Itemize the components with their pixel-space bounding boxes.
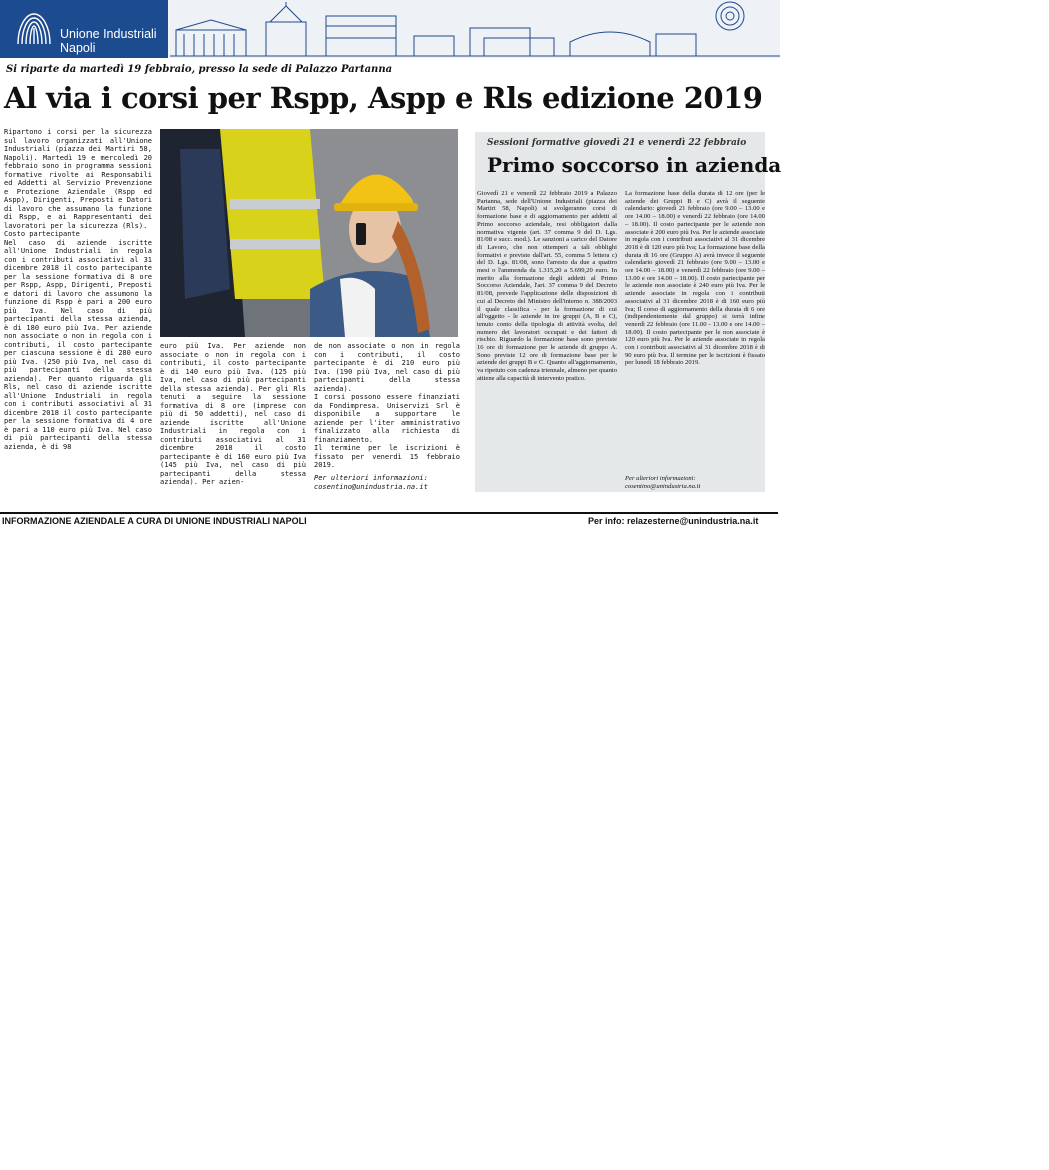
sidebar-kicker: Sessioni formative giovedì 21 e venerdì 22 febbraio bbox=[487, 138, 747, 148]
article-kicker: Si riparte da martedì 19 febbraio, presso la sede di Palazzo Partanna bbox=[6, 64, 393, 75]
organization-name bbox=[60, 27, 157, 55]
article-column-1: Ripartono i corsi per la sicurezza sul lavoro organizzati all'Unione Industriali (piazza dei Martiri 58, Napoli). Martedì 19 e mercoledì 20 febbraio sono in programma sessioni formative rivolte ai Responsabili ed Addetti al Servizio Prevenzione e Protezione Aziendale (Rspp ed Aspp), Dirigenti, Preposti e Datori di lavoro che assumano la funzione di Rspp, e ai Rappresentanti dei lavoratori per la sicurezza (Rls). Costo partecipante Nel caso di aziende iscritte all'Unione Industriali in regola con i contributi associativi al 31 dicembre 2018 il costo partecipante per la sessione formativa di 8 ore per Rspp, Aspp, Dirigenti, Preposti e datori di lavoro che assumono la funzione di Rspp è pari a 200 euro più Iva. Nel caso di più partecipanti della stessa azienda, è di 180 euro più Iva. Per aziende non associate o non in regola con i contributi, il costo partecipante per ciascuna sessione è di 280 euro più Iva. (250 più Iva, nel caso di più partecipanti della stessa azienda). Per quanto riguarda gli Rls, nel caso di aziende iscritte all'Unione Industriali in regola con i contributi associativi al 31 dicembre 2018 il costo partecipante per la sessione formativa di 4 ore è pari a 110 euro più Iva. Nel caso di più partecipanti della stessa azienda, è di 98 bbox=[4, 128, 152, 451]
newspaper-page bbox=[0, 0, 780, 528]
footer-rule bbox=[0, 512, 778, 514]
sidebar-title: Primo soccorso in azienda bbox=[487, 153, 782, 177]
worker-with-hardhat-photo bbox=[160, 129, 458, 337]
naples-skyline-banner bbox=[170, 0, 780, 58]
unione-industriali-logo-icon bbox=[14, 6, 54, 50]
sidebar-contact-info: Per ulteriori informazioni: cosentino@unindustria.na.it bbox=[625, 475, 701, 490]
article-headline: Al via i corsi per Rspp, Aspp e Rls edizione 2019 bbox=[4, 81, 763, 115]
sidebar-box bbox=[475, 132, 782, 492]
org-name-line1: Unione Industriali bbox=[60, 27, 157, 41]
sidebar-column-2: La formazione base della durata di 12 ore (per le aziende dei Gruppi B e C) avrà il seguente calendario: giovedì 21 febbraio (ore 9.00 – 13.00 e ore 14.00 – 18.00) e venerdì 22 febbraio (ore 14.00 – 18.00). Il costo partecipante per le aziende non associate è 200 euro più Iva. Per le aziende associate in regola con i contributi associativi al 31 dicembre 2018 è di 120 euro più Iva; La formazione base della durata di 16 ore (Gruppo A) avrà invece il seguente calendario giovedì 21 febbraio (ore 9.00 – 13.00 e ore 14.00 – 18.00) e venerdì 22 febbraio (ore 9.00 – 13.00 e ore 14.00 – 18.00). Il costo partecipante per le aziende non associate è 240 euro più Iva. Per le aziende associate in regola con i contributi associativi al 31 dicembre 2018 è di 160 euro più Iva; Il corso di aggiornamento della durata di 6 ore (indipendentemente dal gruppo) si terrà infine venerdì 22 febbraio (ore 11.00 - 13.00 e ore 14.00 – 18.00). Il costo partecipante per le non associate è 120 euro più Iva. Per le aziende associate in regola con i contributi associativi al 31 dicembre 2018 è di 90 euro più Iva. Il termine per le iscrizioni è fissato per lunedì 18 febbraio 2019. bbox=[625, 190, 765, 367]
org-name-line2: Napoli bbox=[60, 41, 96, 55]
footer-contact: Per info: relazesterne@unindustria.na.it bbox=[588, 516, 759, 526]
masthead bbox=[0, 0, 780, 58]
logo-box bbox=[0, 0, 168, 58]
article-column-2: euro più Iva. Per aziende non associate o non in regola con i contributi, il costo partecipante è di 140 euro più Iva. (125 più Iva, nel caso di più partecipanti della stessa azienda). Per gli Rls tenuti a seguire la sessione formativa di 8 ore (imprese con più di 50 addetti), nel caso di aziende iscritte all'Unione Industriali in regola con i contributi associativi al 31 dicembre 2018 il costo partecipante è di 160 euro più Iva (145 più Iva, nel caso di più partecipanti della stessa azienda). Per azien- bbox=[160, 342, 306, 486]
article-contact-info: Per ulteriori informazioni: cosentino@unindustria.na.it bbox=[314, 474, 428, 491]
sidebar-column-1: Giovedì 21 e venerdì 22 febbraio 2019 a Palazzo Partanna, sede dell'Unione Industriali (piazza dei Martiri 58, Napoli) si svolgeranno corsi di formazione base e di aggiornamento per addetti al Primo soccorso aziendale, resi obbligatori dalla normativa vigente (art. 37 comma 9 del D. Lgs. 81/08 e succ. mod.). Le sanzioni a carico del Datore di Lavoro, che non ottemperi a tali obblighi formativi e previste dall'art. 55, comma 5 lettera c) del D. Lgs. 81/08, sono l'arresto da due a quattro mesi o l'ammenda da 1.315,20 a 5.699,20 euro. In merito alla formazione degli addetti al Primo Soccorso Aziendale, l'art. 37 comma 9 del Decreto 81/08, prevede l'applicazione delle disposizioni di cui al Decreto del Ministro dell'interno n. 388/2003 il quale classifica - per la formazione di cui all'oggetto - le aziende in tre gruppi (A, B e C), tenuto conto della tipologia di attività svolta, del numero dei lavoratori occupati e dei fattori di rischio. Riguardo la formazione base sono previste 16 ore di formazione per le aziende di gruppo A. Sono previste 12 ore di formazione base per le aziende dei gruppi B e C. Quanto all'aggiornamento, va ripetuto con cadenza triennale, almeno per quanto attiene alla capacità di intervento pratico. bbox=[477, 190, 617, 382]
article-column-3: de non associate o non in regola con i contributi, il costo partecipante è di 210 euro più Iva. (190 più Iva, nel caso di più partecipanti della stessa azienda). I corsi possono essere finanziati da Fondimpresa. Uniservizi Srl è disponibile a supportare le aziende per l'iter amministrativo finalizzato alla richiesta di finanziamento. Il termine per le iscrizioni è fissato per venerdì 15 febbraio 2019. bbox=[314, 342, 460, 469]
footer-credit: INFORMAZIONE AZIENDALE A CURA DI UNIONE INDUSTRIALI NAPOLI bbox=[2, 516, 307, 526]
